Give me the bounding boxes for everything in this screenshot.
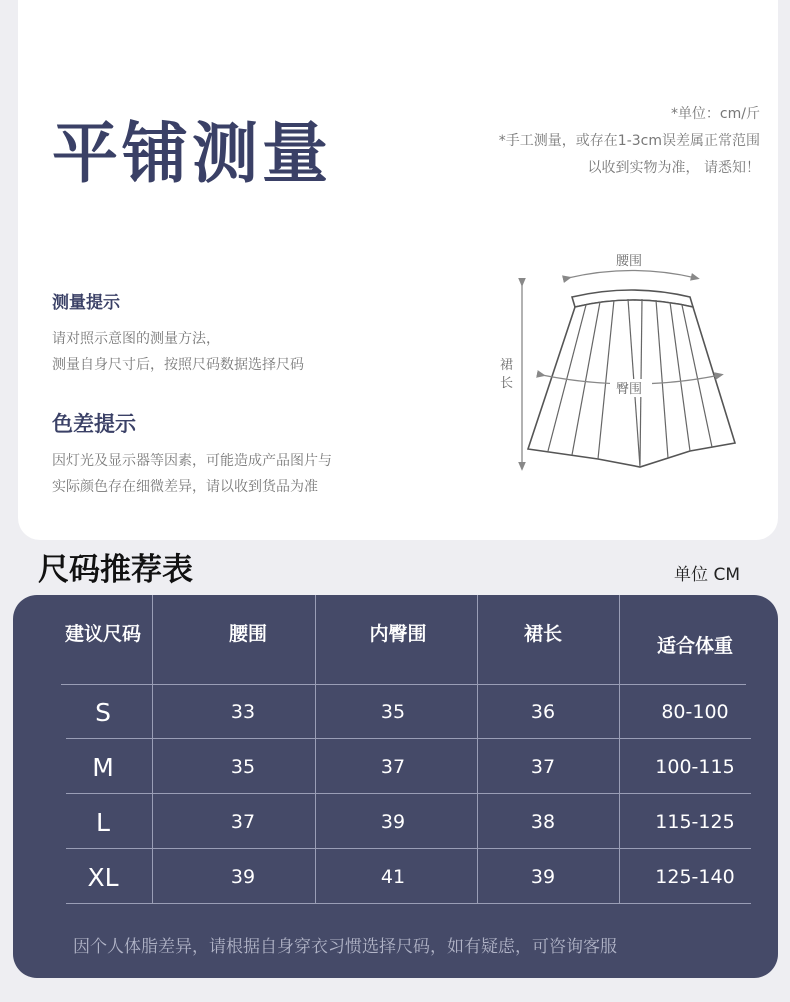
length-label-char-2: 长 (500, 376, 514, 391)
size-cell: M (92, 753, 114, 782)
unit-label: 单位 CM (674, 565, 740, 585)
header-size: 建议尺码 (64, 623, 141, 645)
column-divider (315, 595, 316, 904)
length-cell: 39 (530, 866, 556, 888)
tip-line: 请对照示意图的测量方法， (52, 331, 220, 347)
waist-cell: 39 (230, 866, 256, 888)
weight-cell: 100-115 (655, 756, 735, 778)
header-weight: 适合体重 (656, 635, 733, 657)
waist-cell: 35 (230, 756, 256, 778)
hip-label: 臀围 (616, 382, 643, 397)
weight-cell: 125-140 (655, 866, 735, 888)
column-divider (152, 595, 153, 904)
note-line: 以收到实物为准， 请悉知！ (587, 160, 760, 176)
note-line: *手工测量，或存在1-3cm误差属正常范围 (498, 133, 760, 149)
row-divider (66, 793, 751, 794)
waist-cell: 33 (230, 701, 256, 723)
tip-line: 实际颜色存在细微差异，请以收到货品为准 (52, 479, 318, 495)
page-title: 平铺测量 (52, 115, 332, 192)
color-tip-text (52, 448, 332, 500)
column-divider (619, 595, 620, 904)
size-table (13, 595, 778, 978)
hip-cell: 37 (380, 756, 406, 778)
measure-tip-title: 测量提示 (52, 293, 120, 313)
row-divider (66, 903, 751, 904)
note-line: *单位：cm/斤 (670, 106, 760, 122)
size-advice-footer: 因个人体脂差异，请根据自身穿衣习惯选择尺码，如有疑虑，可咨询客服 (73, 937, 617, 957)
weight-cell: 115-125 (655, 811, 735, 833)
tip-line: 因灯光及显示器等因素，可能造成产品图片与 (52, 453, 332, 469)
size-table-title: 尺码推荐表 (38, 552, 193, 588)
length-cell: 37 (530, 756, 556, 778)
waist-cell: 37 (230, 811, 256, 833)
header-hip: 内臀围 (369, 623, 427, 645)
header-waist: 腰围 (228, 623, 267, 645)
hip-cell: 35 (380, 701, 406, 723)
header-length: 裙长 (523, 623, 562, 645)
row-divider (66, 738, 751, 739)
measurement-notes (499, 101, 760, 182)
hip-cell: 41 (380, 866, 406, 888)
column-divider (477, 595, 478, 904)
length-label-char-1: 裙 (500, 358, 514, 373)
tip-line: 测量自身尺寸后，按照尺码数据选择尺码 (52, 357, 304, 373)
waist-arrow (568, 271, 696, 279)
size-cell: L (96, 808, 110, 837)
row-divider (61, 684, 746, 685)
measure-tip-text (52, 326, 304, 378)
waist-label: 腰围 (616, 254, 643, 269)
color-tip-title: 色差提示 (52, 412, 136, 436)
row-divider (66, 848, 751, 849)
length-cell: 36 (530, 701, 556, 723)
weight-cell: 80-100 (661, 701, 729, 723)
skirt-diagram (490, 245, 750, 480)
hip-cell: 39 (380, 811, 406, 833)
size-cell: S (95, 698, 111, 727)
length-cell: 38 (530, 811, 556, 833)
size-cell: XL (87, 863, 119, 892)
